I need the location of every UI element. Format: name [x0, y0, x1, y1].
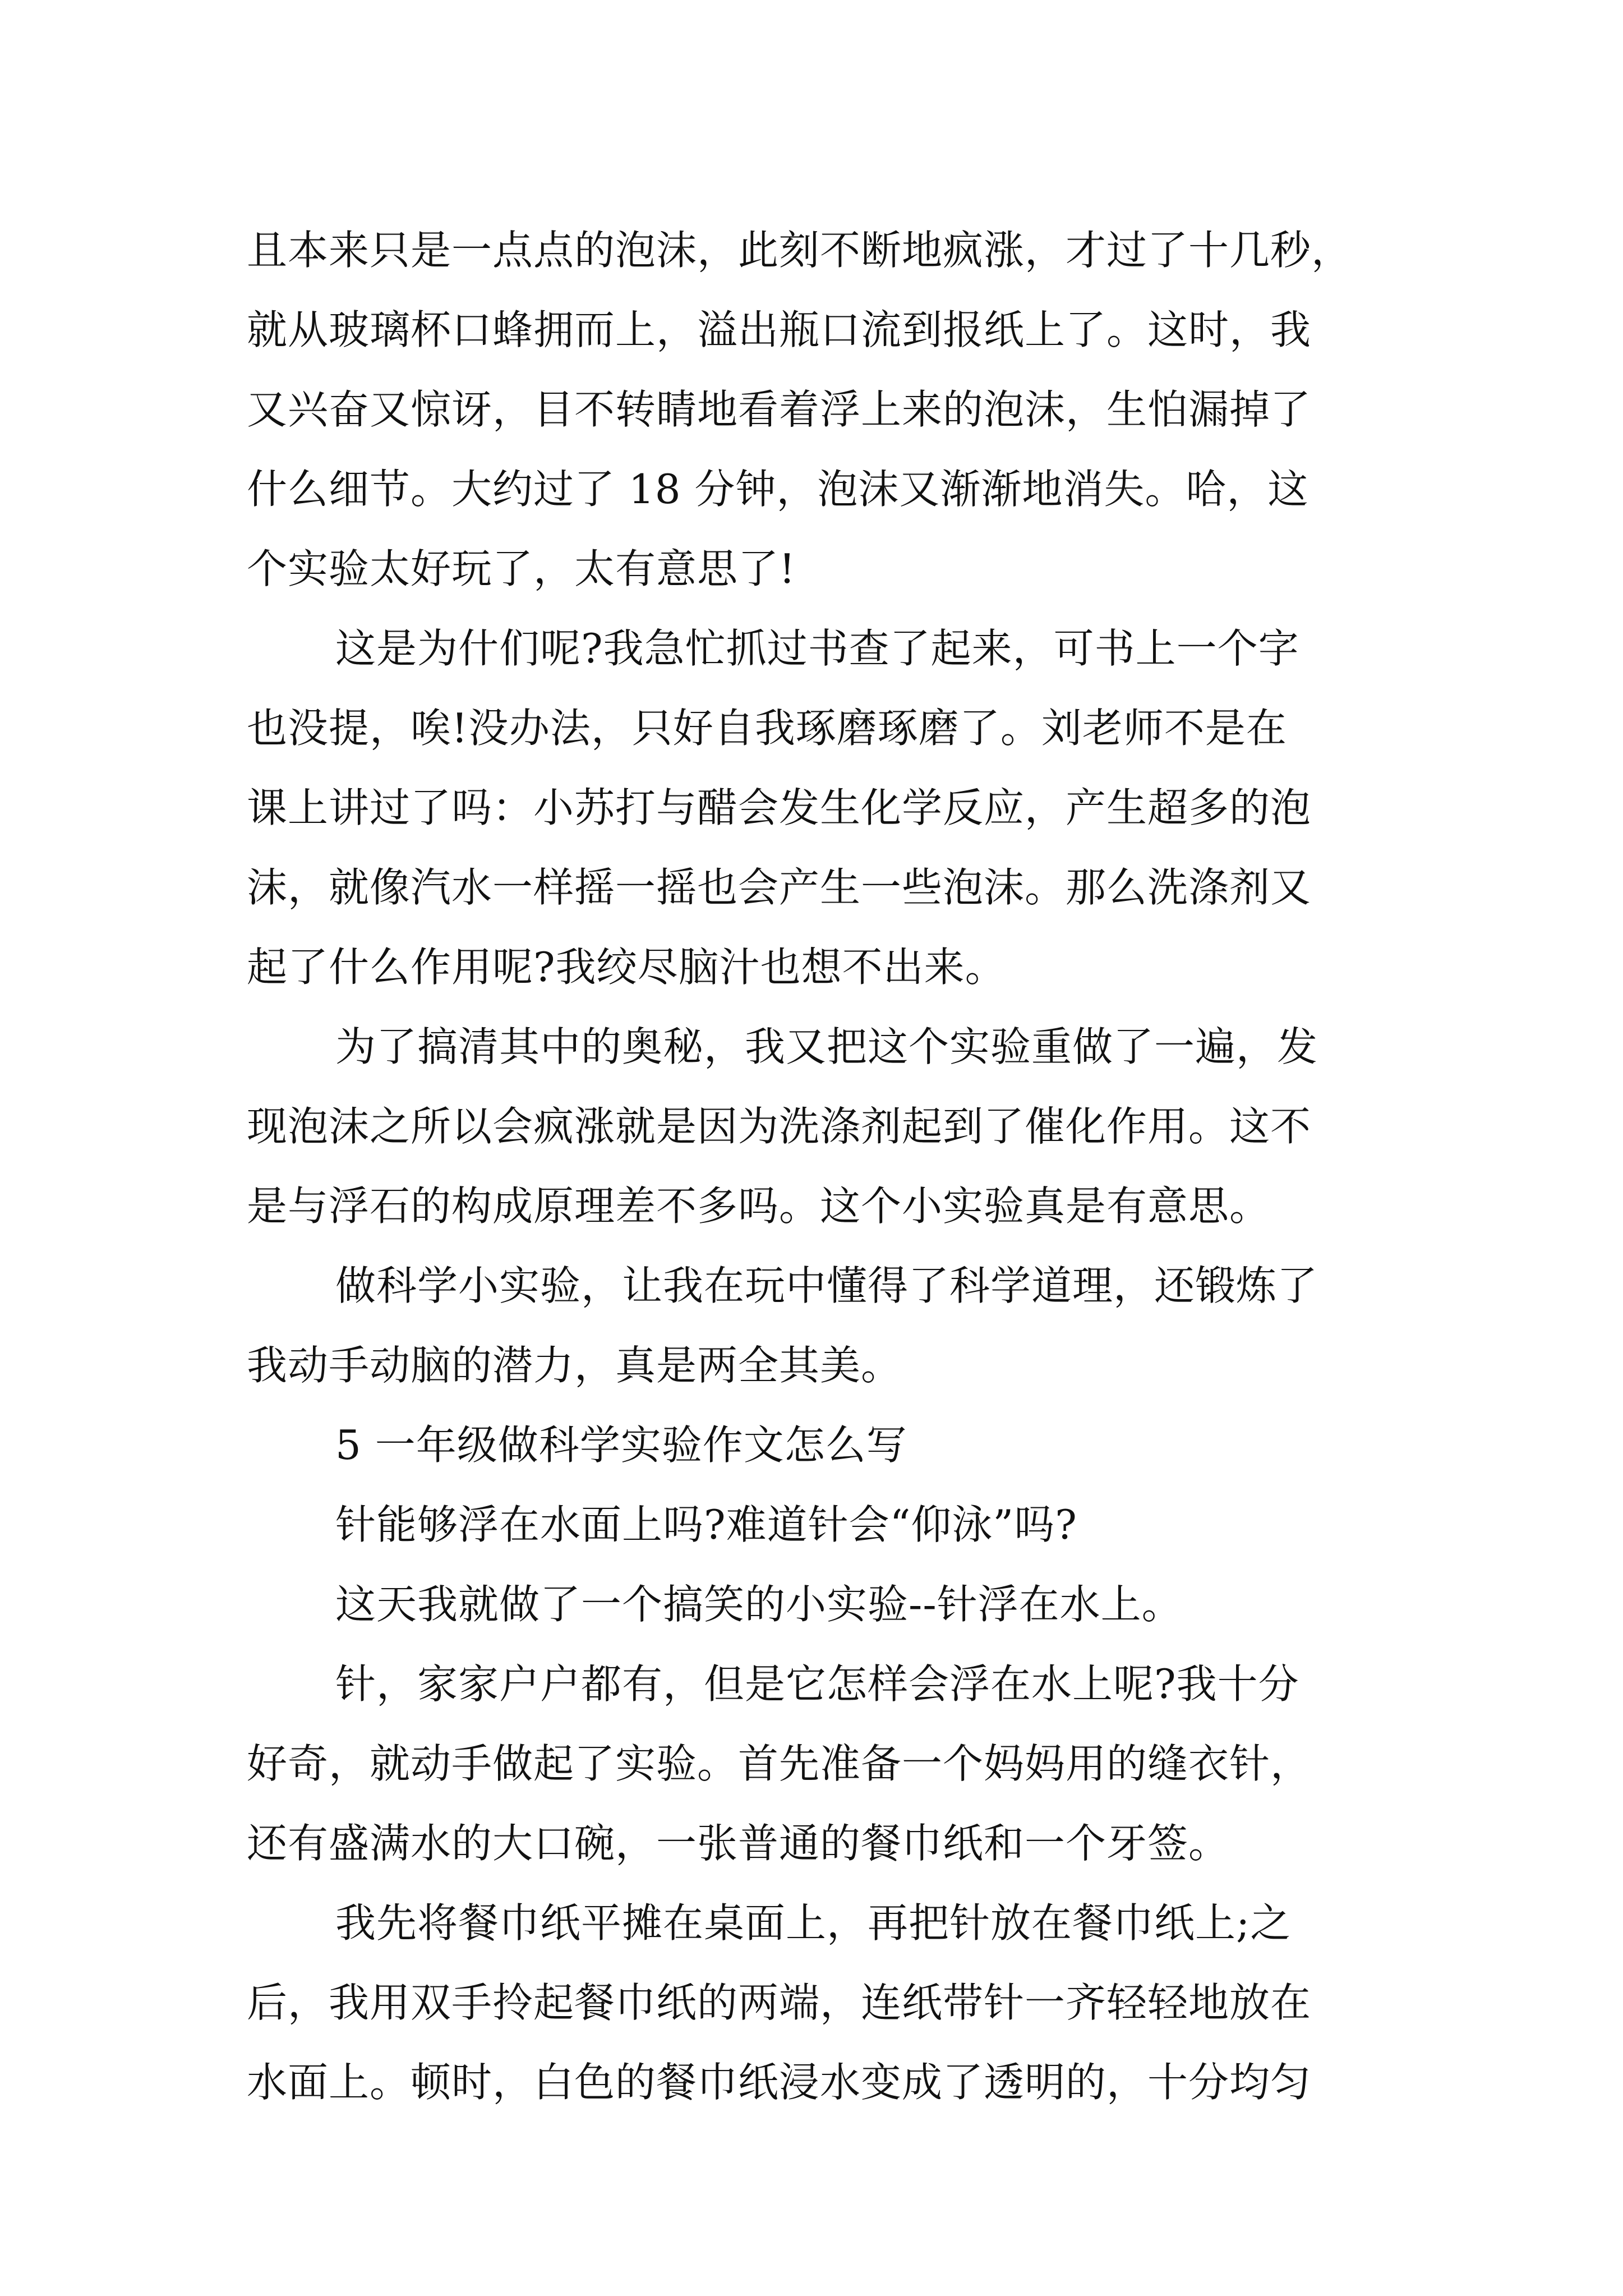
text-line: 课上讲过了吗：小苏打与醋会发生化学反应，产生超多的泡 [247, 784, 1312, 831]
text-line: 水面上。顿时，白色的餐巾纸浸水变成了透明的，十分均匀 [247, 2059, 1312, 2106]
text-line: 现泡沫之所以会疯涨就是因为洗涤剂起到了催化作用。这不 [247, 1103, 1312, 1150]
text-line: 就从玻璃杯口蜂拥而上，溢出瓶口流到报纸上了。这时，我 [247, 306, 1312, 353]
section-heading: 5 一年级做科学实验作文怎么写 [335, 1421, 907, 1469]
paragraph-first-line: 做科学小实验，让我在玩中懂得了科学道理，还锻炼了 [335, 1262, 1318, 1309]
paragraph-first-line: 针能够浮在水面上吗?难道针会“仰泳”吗? [335, 1501, 1077, 1548]
text-line: 起了什么作用呢?我绞尽脑汁也想不出来。 [247, 944, 1006, 991]
text-line: 后，我用双手拎起餐巾纸的两端，连纸带针一齐轻轻地放在 [247, 1979, 1312, 2026]
text-line: 什么细节。大约过了 18 分钟，泡沫又渐渐地消失。哈，这 [247, 466, 1309, 513]
paragraph-first-line: 为了搞清其中的奥秘，我又把这个实验重做了一遍，发 [335, 1023, 1318, 1070]
text-line: 我动手动脑的潜力，真是两全其美。 [247, 1342, 902, 1389]
paragraph-first-line: 针，家家户户都有，但是它怎样会浮在水上呢?我十分 [335, 1660, 1299, 1708]
text-line: 也没提，唉!没办法，只好自我琢磨琢磨了。刘老师不是在 [247, 705, 1287, 752]
text-line: 且本来只是一点点的泡沫，此刻不断地疯涨，才过了十几秒， [247, 227, 1353, 274]
paragraph-first-line: 这是为什们呢?我急忙抓过书查了起来，可书上一个字 [335, 625, 1299, 672]
essay-body [247, 210, 1374, 2122]
text-line: 还有盛满水的大口碗，一张普通的餐巾纸和一个牙签。 [247, 1820, 1230, 1867]
text-line: 沫，就像汽水一样摇一摇也会产生一些泡沫。那么洗涤剂又 [247, 864, 1312, 911]
text-line: 个实验太好玩了，太有意思了! [247, 545, 796, 592]
paragraph-first-line: 这天我就做了一个搞笑的小实验--针浮在水上。 [335, 1581, 1183, 1628]
text-line: 又兴奋又惊讶，目不转睛地看着浮上来的泡沫，生怕漏掉了 [247, 386, 1312, 433]
text-line: 是与浮石的构成原理差不多吗。这个小实验真是有意思。 [247, 1182, 1271, 1230]
paragraph-first-line: 我先将餐巾纸平摊在桌面上，再把针放在餐巾纸上;之 [335, 1899, 1292, 1947]
text-line: 好奇，就动手做起了实验。首先准备一个妈妈用的缝衣针， [247, 1740, 1312, 1787]
